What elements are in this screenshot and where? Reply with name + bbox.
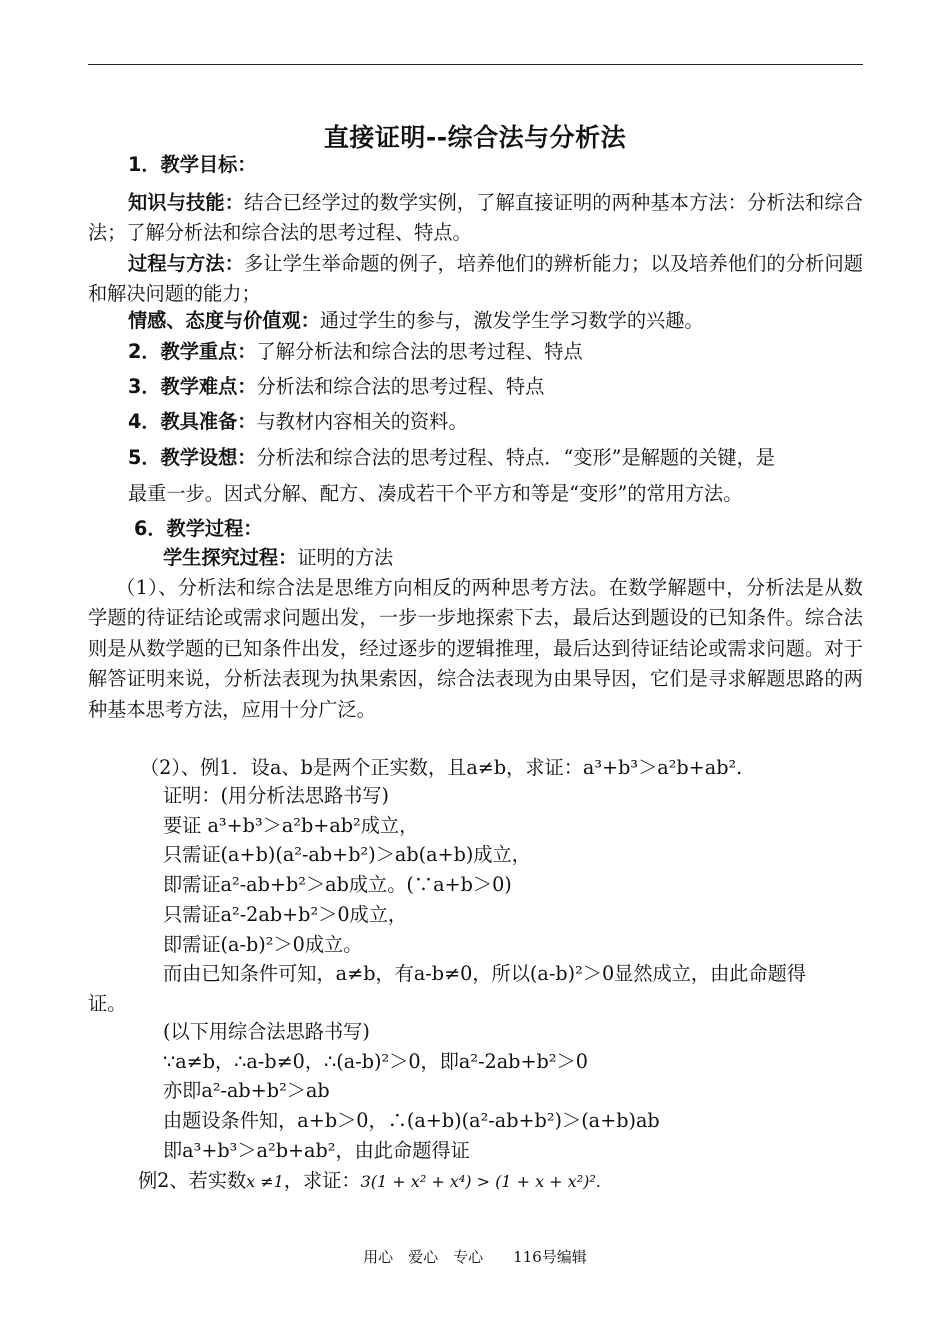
synthesis-line: ∵a≠b，∴a-b≠0，∴(a-b)²＞0，即a²-2ab+b²＞0 xyxy=(163,1049,588,1073)
section-3-text: 分析法和综合法的思考过程、特点 xyxy=(256,375,545,398)
section-2 xyxy=(128,337,583,367)
proof-line: 要证 a³+b³＞a²b+ab²成立， xyxy=(163,813,419,837)
example-2-text: 例2、若实数 xyxy=(138,1169,247,1192)
example-2-formula: 3(1 + x² + x⁴) > (1 + x + x²)². xyxy=(360,1172,601,1191)
goal-knowledge-label: 知识与技能： xyxy=(128,191,245,214)
explore-text: 证明的方法 xyxy=(297,546,394,569)
goal-process-text: 多让学生举命题的例子，培养他们的辨析能力；以及培养他们的分析问题和解决问题的能力； xyxy=(88,252,863,306)
goal-process xyxy=(88,249,863,310)
proof-line: 证明：(用分析法思路书写) xyxy=(163,784,390,807)
section-2-label: 2．教学重点： xyxy=(128,340,257,363)
synthesis-line: (以下用综合法思路书写) xyxy=(163,1020,370,1043)
synthesis-line: 亦即a²-ab+b²＞ab xyxy=(163,1079,330,1103)
synthesis-line: 即a³+b³＞a²b+ab²，由此命题得证 xyxy=(163,1138,470,1162)
method-paragraph: （1）、分析法和综合法是思维方向相反的两种思考方法。在数学解题中，分析法是从数学题的待证结论或需求问题出发，一步一步地探索下去，最后达到题设的已知条件。综合法则是从数学题的已知条件出发，经过逐步的逻辑推理，最后达到待证结论或需求问题。对于解答证明来说，分析法表现为执果索因，综合法表现为由果导因，它们是寻求解题思路的两种基本思考方法，应用十分广泛。 xyxy=(88,576,863,721)
section-5-cont: 最重一步。因式分解、配方、凑成若干个平方和等是“变形”的常用方法。 xyxy=(128,482,743,505)
goal-process-label: 过程与方法： xyxy=(128,252,245,275)
explore-line xyxy=(163,543,393,573)
section-3 xyxy=(128,372,544,402)
section-5-label: 5．教学设想： xyxy=(128,446,257,469)
proof-line: 即需证(a-b)²＞0成立。 xyxy=(163,932,363,956)
goal-emotion-label: 情感、态度与价值观： xyxy=(128,309,320,332)
section-3-label: 3．教学难点： xyxy=(128,375,257,398)
header-rule xyxy=(88,64,863,65)
example-2 xyxy=(138,1166,601,1197)
section-1-heading: 1．教学目标： xyxy=(128,153,257,176)
section-4-label: 4．教具准备： xyxy=(128,410,257,433)
section-2-text: 了解分析法和综合法的思考过程、特点 xyxy=(256,340,583,363)
explore-label: 学生探究过程： xyxy=(163,546,298,569)
goal-emotion-text: 通过学生的参与，激发学生学习数学的兴趣。 xyxy=(319,309,704,332)
example-2-mid: ，求证： xyxy=(283,1169,361,1192)
proof-line: 而由已知条件可知，a≠b，有a-b≠0，所以(a-b)²＞0显然成立，由此命题得 xyxy=(163,962,807,986)
example-1: （2）、例1．设a、b是两个正实数，且a≠b，求证：a³+b³＞a²b+ab². xyxy=(140,756,743,779)
section-5 xyxy=(128,443,775,473)
proof-line: 即需证a²-ab+b²＞ab成立。(∵a+b＞0) xyxy=(163,873,512,897)
page-title: 直接证明--综合法与分析法 xyxy=(323,123,627,152)
goal-knowledge-text: 结合已经学过的数学实例，了解直接证明的两种基本方法：分析法和综合法；了解分析法和综合法的思考过程、特点。 xyxy=(88,191,863,245)
proof-tail: 证。 xyxy=(88,992,127,1015)
page-footer: 用心 爱心 专心 116号编辑 xyxy=(363,1248,587,1266)
section-5-text: 分析法和综合法的思考过程、特点．“变形”是解题的关键，是 xyxy=(256,446,775,469)
section-4 xyxy=(128,407,468,437)
proof-line: 只需证a²-2ab+b²＞0成立， xyxy=(163,902,408,926)
goal-knowledge xyxy=(88,188,863,249)
section-6-heading: 6．教学过程： xyxy=(134,517,263,540)
goal-emotion xyxy=(128,306,704,336)
proof-line: 只需证(a+b)(a²-ab+b²)＞ab(a+b)成立， xyxy=(163,843,531,867)
synthesis-line: 由题设条件知，a+b＞0，∴(a+b)(a²-ab+b²)＞(a+b)ab xyxy=(163,1109,660,1133)
section-4-text: 与教材内容相关的资料。 xyxy=(256,410,468,433)
example-2-condition: x ≠1 xyxy=(246,1172,284,1191)
